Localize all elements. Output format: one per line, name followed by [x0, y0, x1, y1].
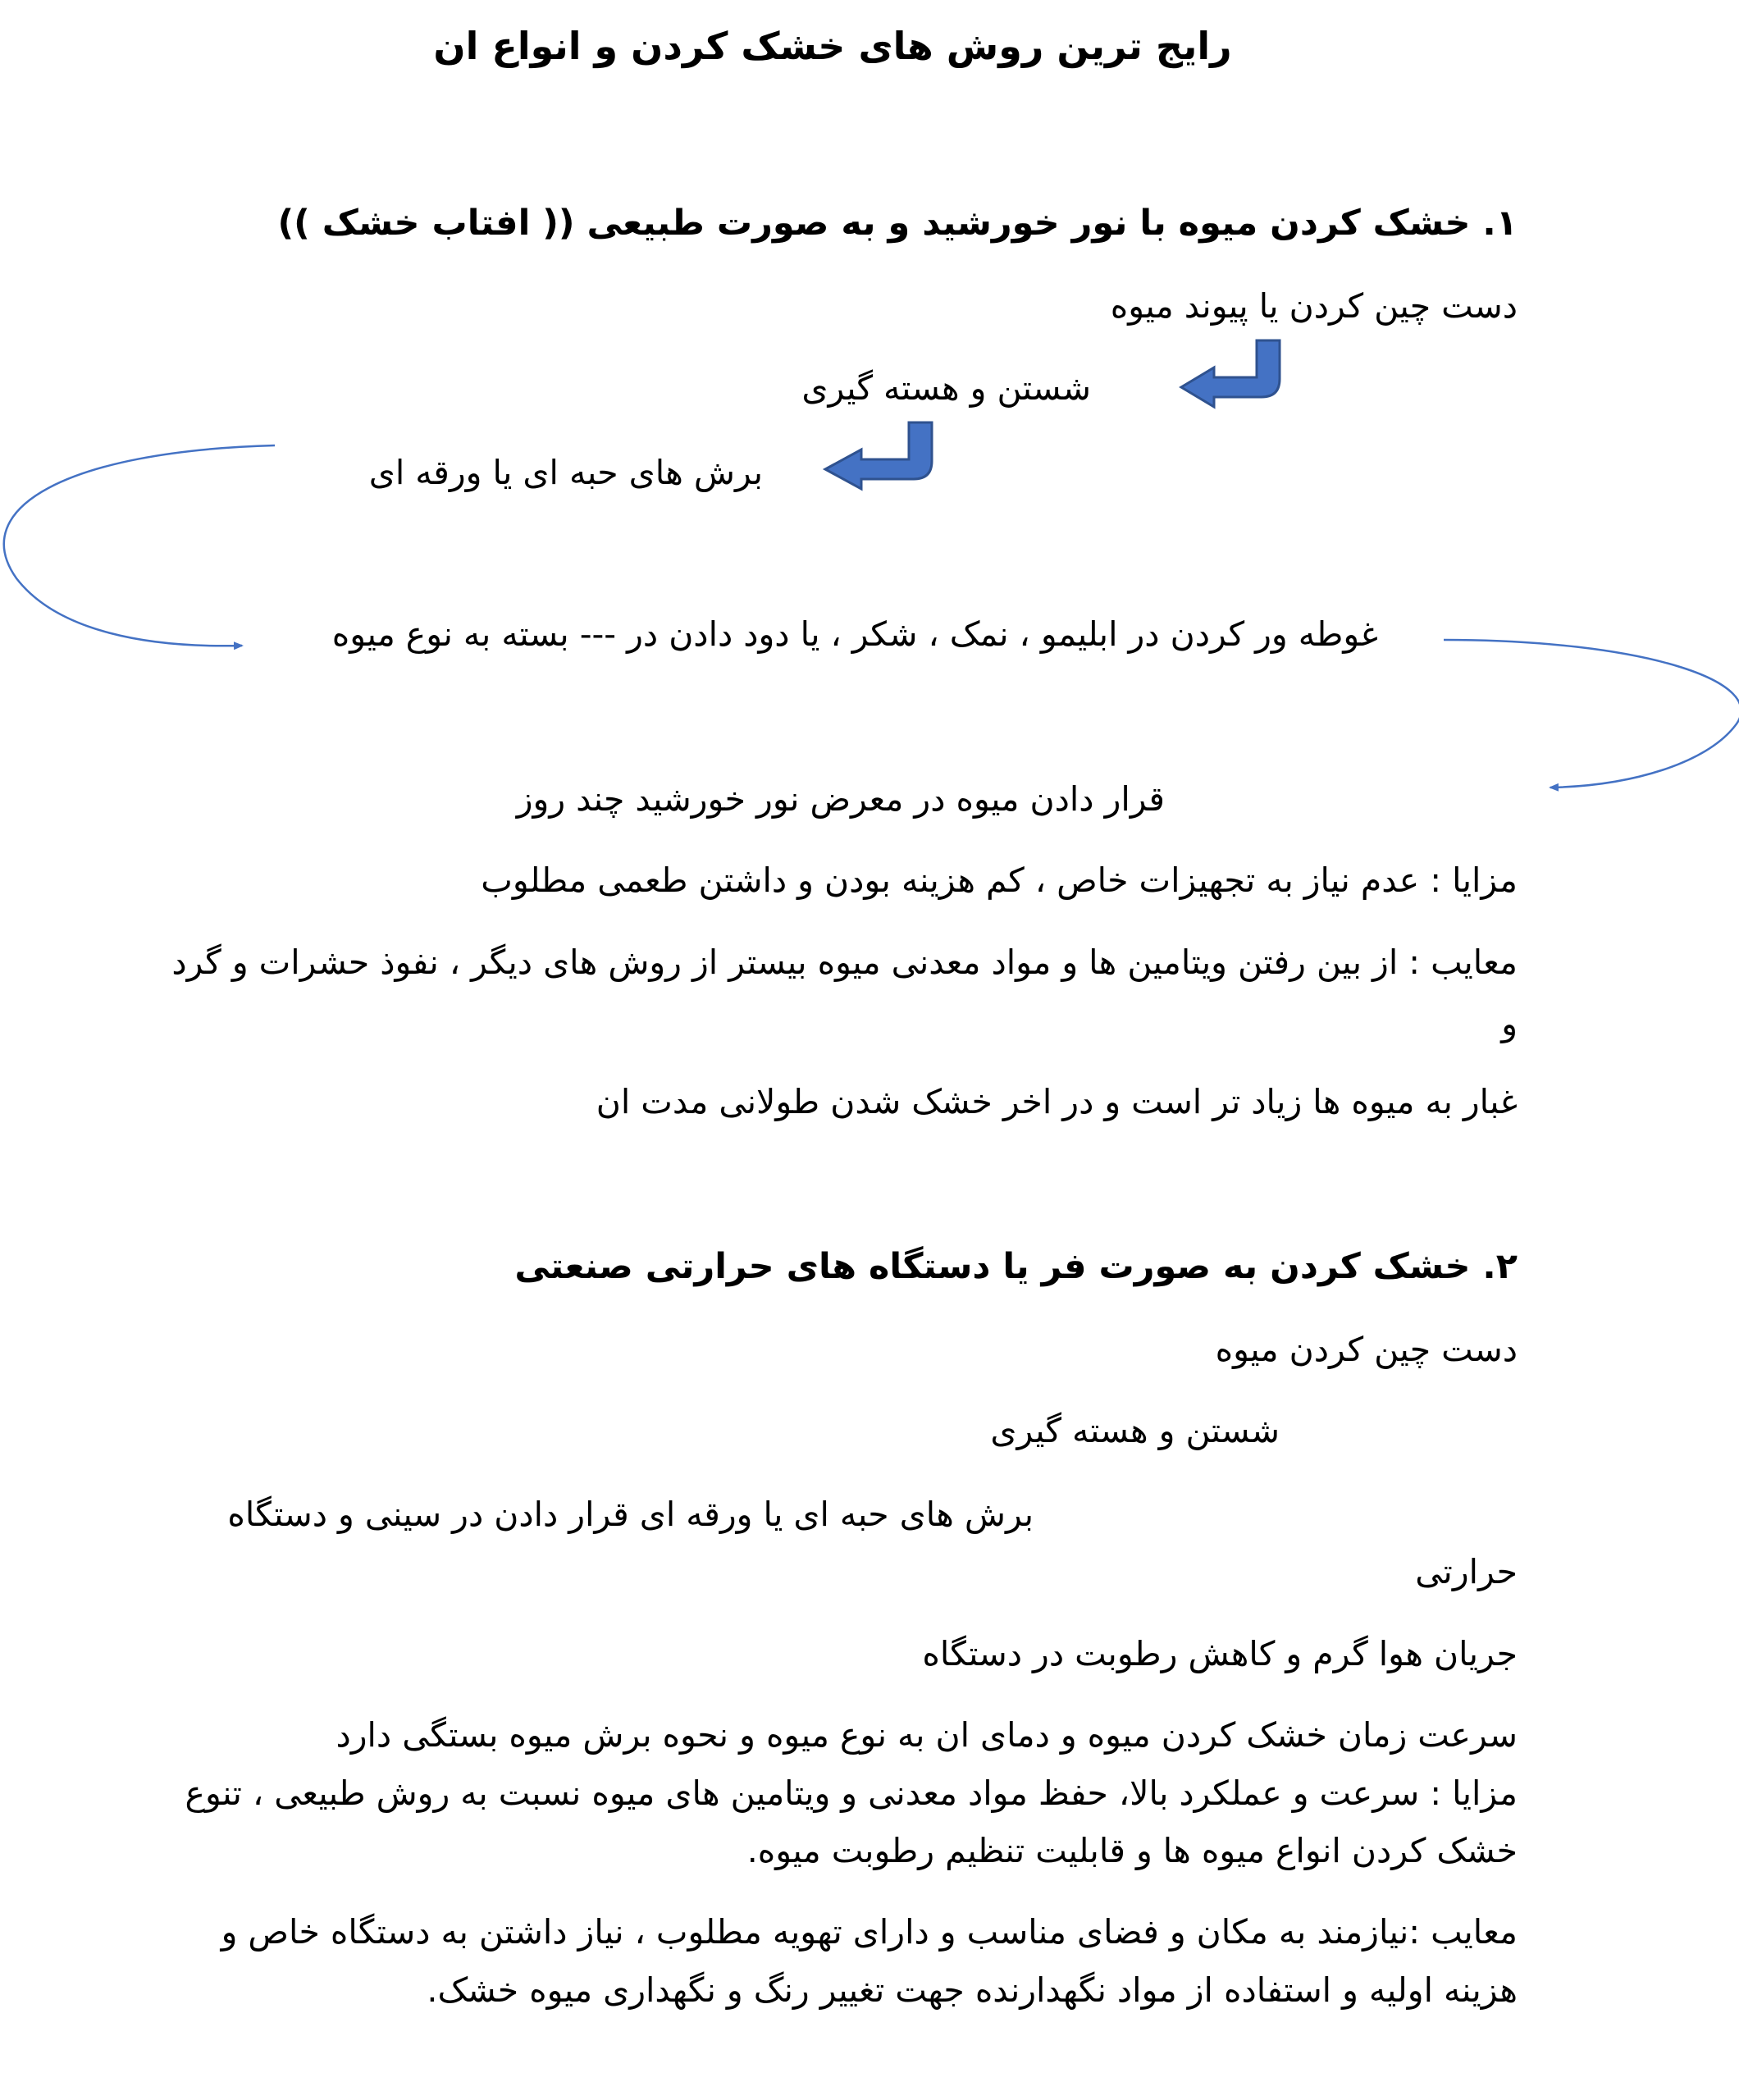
section1-step-wash: شستن و هسته گیری [801, 368, 1091, 408]
section1-step-soak: غوطه ور کردن در ابلیمو ، نمک ، شکر ، یا دود دادن در --- بسته به نوع میوه [331, 614, 1378, 654]
curved-arrow-left-icon [4, 445, 275, 646]
section2-heading: ۲. خشک کردن به صورت فر یا دستگاه های حرارتی صنعتی [514, 1246, 1518, 1287]
section2-speed: سرعت زمان خشک کردن میوه و دمای ان به نوع میوه و نحوه برش میوه بستگی دارد [335, 1715, 1518, 1755]
section1-step-cut: برش های حبه ای یا ورقه ای [368, 453, 763, 492]
section1-disadvantages-line3: غبار به میوه ها زیاد تر است و در اخر خشک شدن طولانی مدت ان [596, 1082, 1518, 1121]
section2-step-cut: برش های حبه ای یا ورقه ای قرار دادن در سینی و دستگاه [227, 1495, 1034, 1534]
section2-step-wash: شستن و هسته گیری [990, 1411, 1280, 1450]
section1-heading: ۱. خشک کردن میوه با نور خورشید و به صورت طبیعی (( افتاب خشک )) [277, 203, 1518, 244]
page-title: رایج ترین روش های خشک کردن و انواع ان [433, 24, 1232, 68]
section1-advantages: مزایا : عدم نیاز به تجهیزات خاص ، کم هزینه بودن و داشتن طعمی مطلوب [481, 861, 1518, 900]
section2-disadvantages-line2: هزینه اولیه و استفاده از مواد نگهدارنده جهت تغییر رنگ و نگهداری میوه خشک. [427, 1970, 1518, 2010]
bent-arrow-2-icon [825, 422, 932, 489]
section2-step-pick: دست چین کردن میوه [1215, 1330, 1518, 1369]
section2-step-airflow: جریان هوا گرم و کاهش رطوبت در دستگاه [922, 1634, 1518, 1673]
section2-disadvantages-line1: معایب :نیازمند به مکان و فضای مناسب و دارای تهویه مطلوب ، نیاز داشتن به دستگاه خاص و [221, 1912, 1518, 1952]
section1-step-pick: دست چین کردن یا پیوند میوه [1110, 286, 1518, 326]
section1-disadvantages-line1: معایب : از بین رفتن ویتامین ها و مواد معدنی میوه بیستر از روش های دیگر ، نفوذ حشرات و گرد [171, 943, 1518, 982]
section2-step-cut-cont: حرارتی [1415, 1552, 1518, 1591]
bent-arrow-1-icon [1181, 340, 1280, 407]
curved-arrow-right-icon [1444, 640, 1739, 788]
section1-disadvantages-line2: و [1501, 1004, 1518, 1043]
section2-advantages-line2: خشک کردن انواع میوه ها و قابلیت تنظیم رطوبت میوه. [746, 1831, 1518, 1870]
section1-step-sun: قرار دادن میوه در معرض نور خورشید چند روز [516, 779, 1165, 819]
section2-advantages-line1: مزایا : سرعت و عملکرد بالا، حفظ مواد معدنی و ویتامین های میوه نسبت به روش طبیعی ، تنوع [185, 1774, 1518, 1813]
